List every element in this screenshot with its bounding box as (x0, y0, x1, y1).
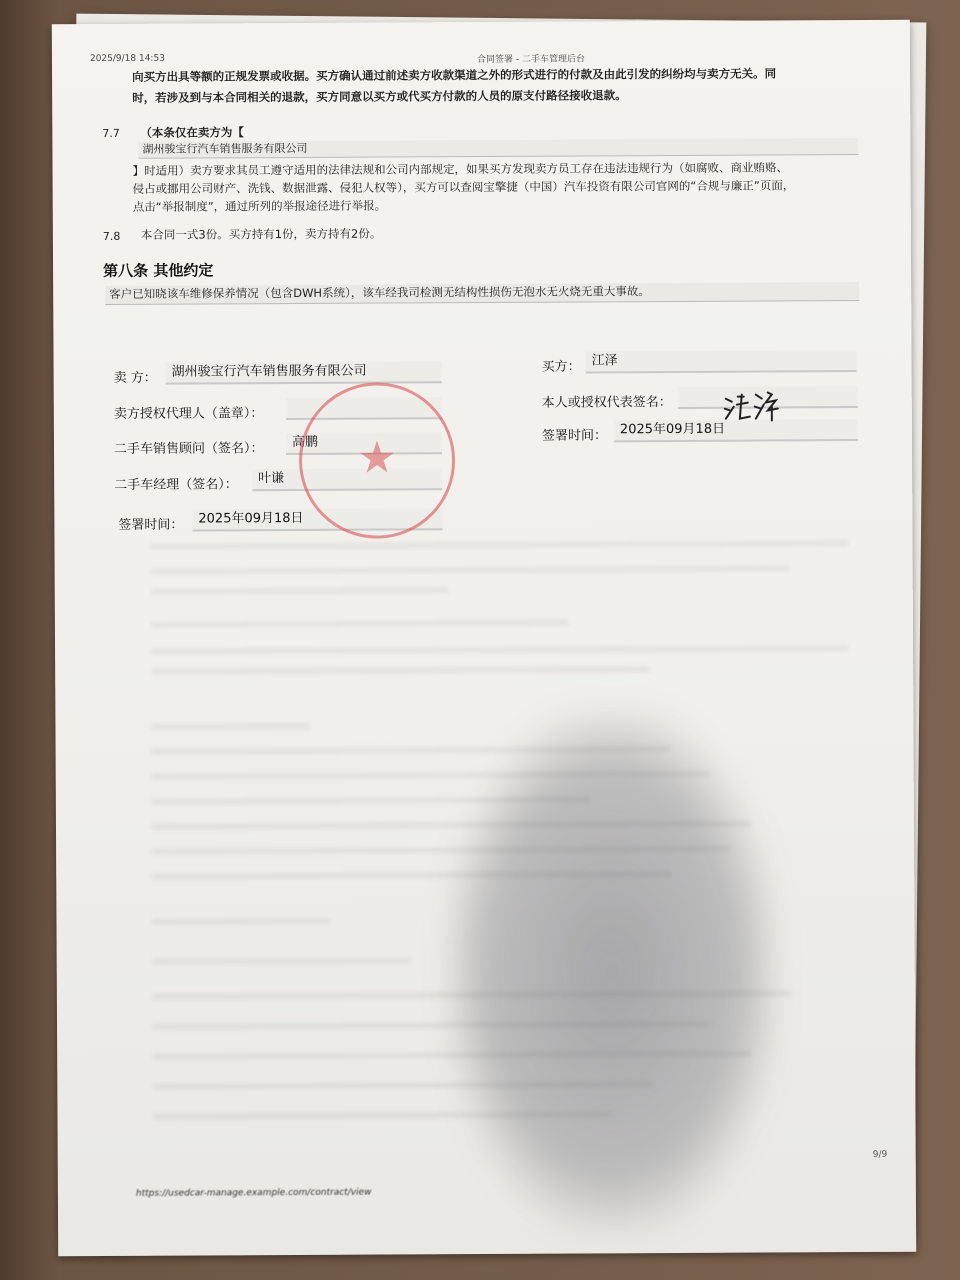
table-surface (0, 0, 60, 1280)
seller-name: 湖州骏宝行汽车销售服务有限公司 (166, 361, 442, 384)
print-title: 合同签署 - 二手车管理后台 (476, 54, 585, 66)
clause-7-7-line1: 】时适用）卖方要求其员工遵守适用的法律法规和公司内部规定，如果买方发现卖方员工存在违法违规行为（如腐败、商业贿赂、 (132, 160, 789, 178)
contract-page (52, 20, 916, 1256)
clause-top-line2: 时，若涉及到与本合同相关的退款，买方同意以买方或代买方付款的人员的原支付路径接收退款。 (132, 88, 627, 105)
clause-7-8-text: 本合同一式3份。买方持有1份，卖方持有2份。 (140, 226, 382, 242)
article-8-title: 第八条 其他约定 (103, 261, 214, 280)
page-number: 9/9 (872, 1149, 888, 1160)
company-seal-stamp (299, 382, 456, 539)
buyer-rep-label: 本人或授权代表签名： (541, 395, 672, 411)
seal-star-icon: ★ (357, 432, 397, 484)
seller-label: 卖 方： (113, 370, 157, 386)
buyer-date-label: 签署时间： (541, 428, 607, 444)
seller-date: 2025年09月18日 (192, 508, 442, 531)
article-8-content: 客户已知晓该车维修保养情况（包含DWH系统），该车经我司检测无结构性损伤无泡水无火烧无重大事故。 (105, 282, 859, 305)
buyer-name: 江泽 (586, 350, 857, 373)
seller-agent-label: 卖方授权代理人（盖章）： (113, 406, 264, 422)
footer-url-blurred: https://usedcar-manage.example.com/contract/view (135, 1187, 372, 1199)
print-datetime: 2025/9/18 14:53 (89, 53, 165, 65)
advisor-label: 二手车销售顾问（签名）： (113, 441, 264, 457)
manager-label: 二手车经理（签名）： (114, 477, 238, 493)
clause-7-7-lead: （本条仅在卖方为【 (140, 125, 244, 140)
buyer-date: 2025年09月18日 (614, 419, 858, 442)
advisor-name: 高鹏 (286, 432, 442, 455)
clause-7-7-line2: 侵占或挪用公司财产、洗钱、数据泄露、侵犯人权等），买方可以查阅宝擎捷（中国）汽车投资有限公司官网的“合规与廉正”页面， (132, 178, 795, 196)
clause-top-line1: 向买方出具等额的正规发票或收据。买方确认通过前述卖方收款渠道之外的形式进行的付款及由此引发的纠纷均与卖方无关。同 (132, 66, 777, 84)
phone-shadow (445, 710, 778, 1232)
seller-date-label: 签署时间： (118, 517, 184, 533)
buyer-label: 买方： (541, 359, 581, 375)
clause-7-7-line3: 点击“举报制度”，通过所列的举报途径进行举报。 (132, 198, 387, 214)
clause-7-7-number: 7.7 (102, 126, 120, 140)
seller-company-field: 湖州骏宝行汽车销售服务有限公司 (138, 138, 858, 159)
buyer-handwritten-signature (722, 388, 782, 422)
manager-name: 叶谦 (252, 468, 442, 491)
clause-7-8-number: 7.8 (102, 229, 121, 243)
